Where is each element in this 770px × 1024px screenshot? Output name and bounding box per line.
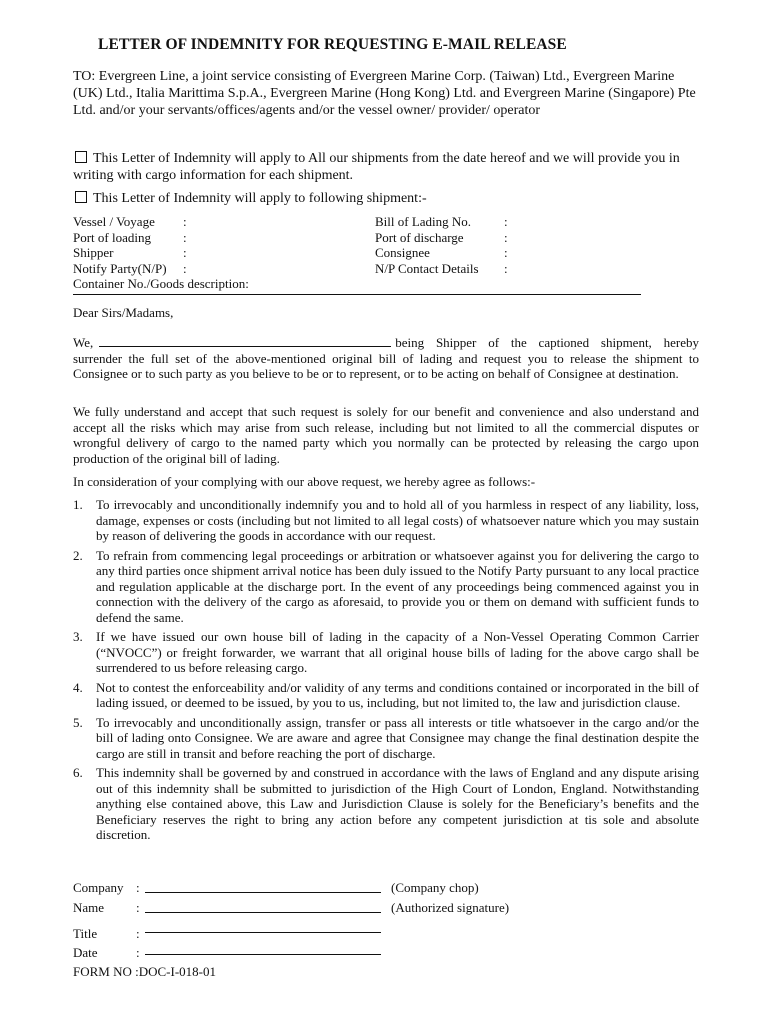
signature-note: (Authorized signature) [391, 900, 510, 915]
field-row [73, 276, 373, 292]
salutation: Dear Sirs/Madams, [73, 305, 174, 320]
we-prefix: We, [73, 335, 94, 350]
field-colon: : [183, 245, 187, 260]
field-label: Port of loading [73, 229, 151, 245]
list-item [73, 548, 699, 626]
field-colon: : [504, 229, 508, 245]
item-number: 5. [73, 714, 83, 730]
company-field[interactable] [145, 892, 381, 893]
field-label: Notify Party(N/P) [73, 260, 167, 276]
field-row [375, 214, 675, 230]
field-row [375, 261, 675, 277]
field-row [73, 261, 373, 277]
form-number: FORM NO :DOC-I-018-01 [73, 964, 216, 979]
checkbox-all-shipments[interactable] [75, 151, 87, 163]
signature-label: Company [73, 880, 124, 895]
item-text: To refrain from commencing legal proceedings or arbitration or whatsoever against you for delivering the cargo to any third parties once shipment arrival notice has been duly issued to the Notify Party pursuant to any local practice and regulation applicable at the discharge port. In the event of any proceedings being commenced against you in connection with the delivery of the cargo as aforesaid, to provide you or them on demand with sufficient funds to defend the same. [96, 547, 699, 625]
section-divider [73, 294, 641, 295]
field-row [375, 230, 675, 246]
signature-colon: : [136, 926, 140, 941]
signature-colon: : [136, 880, 140, 895]
field-colon: : [183, 229, 187, 245]
item-number: 4. [73, 679, 83, 695]
item-number: 6. [73, 765, 83, 780]
addressee-paragraph: TO: Evergreen Line, a joint service consisting of Evergreen Marine Corp. (Taiwan) Ltd., Evergreen Marine (UK) Ltd., Italia Marittima S.p.A., Evergreen Marine (Hong Kong) Ltd. and Evergreen Marine (Singapore) Pte Ltd. and/or your servants/offices/agents and/or the vessel owner/ provider/ operator [73, 69, 696, 118]
field-row [73, 245, 373, 261]
signature-label: Title [73, 926, 98, 941]
shipment-fields-left [73, 214, 373, 292]
item-number: 1. [73, 497, 83, 512]
field-colon: : [183, 214, 187, 229]
list-item [73, 715, 699, 762]
date-field[interactable] [145, 954, 381, 955]
checkbox-following-shipment[interactable] [75, 191, 87, 203]
list-item [73, 765, 699, 843]
field-label: Shipper [73, 245, 114, 260]
field-label: Container No./Goods description: [73, 276, 249, 291]
option-following-label: This Letter of Indemnity will apply to following shipment:- [93, 191, 427, 206]
item-number: 2. [73, 547, 83, 563]
field-row [375, 245, 675, 261]
shipper-name-field[interactable] [99, 337, 391, 347]
document-title: LETTER OF INDEMNITY FOR REQUESTING E-MAIL RELEASE [98, 36, 567, 53]
list-item [73, 680, 699, 711]
signature-label: Name [73, 900, 105, 915]
title-field[interactable] [145, 932, 381, 933]
item-number: 3. [73, 629, 83, 644]
field-label: N/P Contact Details [375, 260, 479, 276]
field-colon: : [504, 260, 508, 276]
signature-colon: : [136, 900, 140, 915]
item-text: To irrevocably and unconditionally indemnify you and to hold all of you harmless in respect of any liability, loss, damage, expenses or costs (including but not limited to all legal costs) of whatsoever nature which you may sustain by reason of delivering the goods in accordance with our request. [96, 497, 699, 543]
signature-colon: : [136, 945, 140, 960]
field-label: Port of discharge [375, 229, 464, 245]
signature-label: Date [73, 945, 98, 960]
item-text: To irrevocably and unconditionally assign, transfer or pass all interests or title whatsoever in the cargo and/or the bill of lading onto Consignee. We are aware and agree that Consignee may change the final destination despite the cargo are still in transit and before reaching the port of discharge. [96, 714, 699, 761]
field-row [73, 230, 373, 246]
signature-note: (Company chop) [391, 880, 479, 895]
field-colon: : [183, 260, 187, 276]
we-suffix: being Shipper of the captioned shipment, hereby surrender the full set of the above-mentioned original bill of lading and request you to release the shipment to Consignee or to such party as you believe to be or to represent, or to be acting on behalf of Consignee at destination. [73, 335, 699, 381]
list-item [73, 497, 699, 544]
we-paragraph [73, 335, 699, 382]
consideration-paragraph: In consideration of your complying with our above request, we hereby agree as follows:- [73, 474, 536, 489]
name-field[interactable] [145, 912, 381, 913]
option-all-shipments [73, 150, 703, 184]
option-all-label: This Letter of Indemnity will apply to All our shipments from the date hereof and we will provide you in writing with cargo information for each shipment. [73, 151, 680, 183]
field-label: Consignee [375, 245, 430, 260]
understanding-paragraph: We fully understand and accept that such request is solely for our benefit and convenience and also understand and accept all the risks which may arise from such release, including but not limited to all the commercial disputes or wrongful delivery of cargo to the named party which you normally can be protected by releasing the cargo upon production of the original bill of lading. [73, 404, 699, 466]
option-following-shipment [73, 190, 703, 207]
field-label: Bill of Lading No. [375, 214, 472, 229]
item-text: Not to contest the enforceability and/or validity of any terms and conditions contained or incorporated in the bill of lading issued, or deemed to be issued, by you to us, including, but not limited to, the law and jurisdiction clause. [96, 679, 699, 710]
item-text: If we have issued our own house bill of lading in the capacity of a Non-Vessel Operating Common Carrier (“NVOCC”) or freight forwarder, we warrant that all original house bills of lading for the above cargo shall be surrendered to us before releasing cargo. [96, 629, 699, 675]
field-label: Vessel / Voyage [73, 214, 155, 229]
list-item [73, 629, 699, 676]
shipment-fields-right [375, 214, 675, 276]
item-text: This indemnity shall be governed by and construed in accordance with the laws of England and any dispute arising out of this indemnity shall be submitted to jurisdiction of the High Court of London, England. Notwithstanding anything else contained above, this Law and Jurisdiction Clause is solely for the Beneficiary’s benefits and the Beneficiary reserves the right to bring any action before any competent jurisdiction at tis sole and absolute discretion. [96, 765, 699, 842]
field-colon: : [504, 245, 508, 260]
terms-list [73, 497, 699, 847]
field-colon: : [504, 214, 508, 229]
field-row [73, 214, 373, 230]
